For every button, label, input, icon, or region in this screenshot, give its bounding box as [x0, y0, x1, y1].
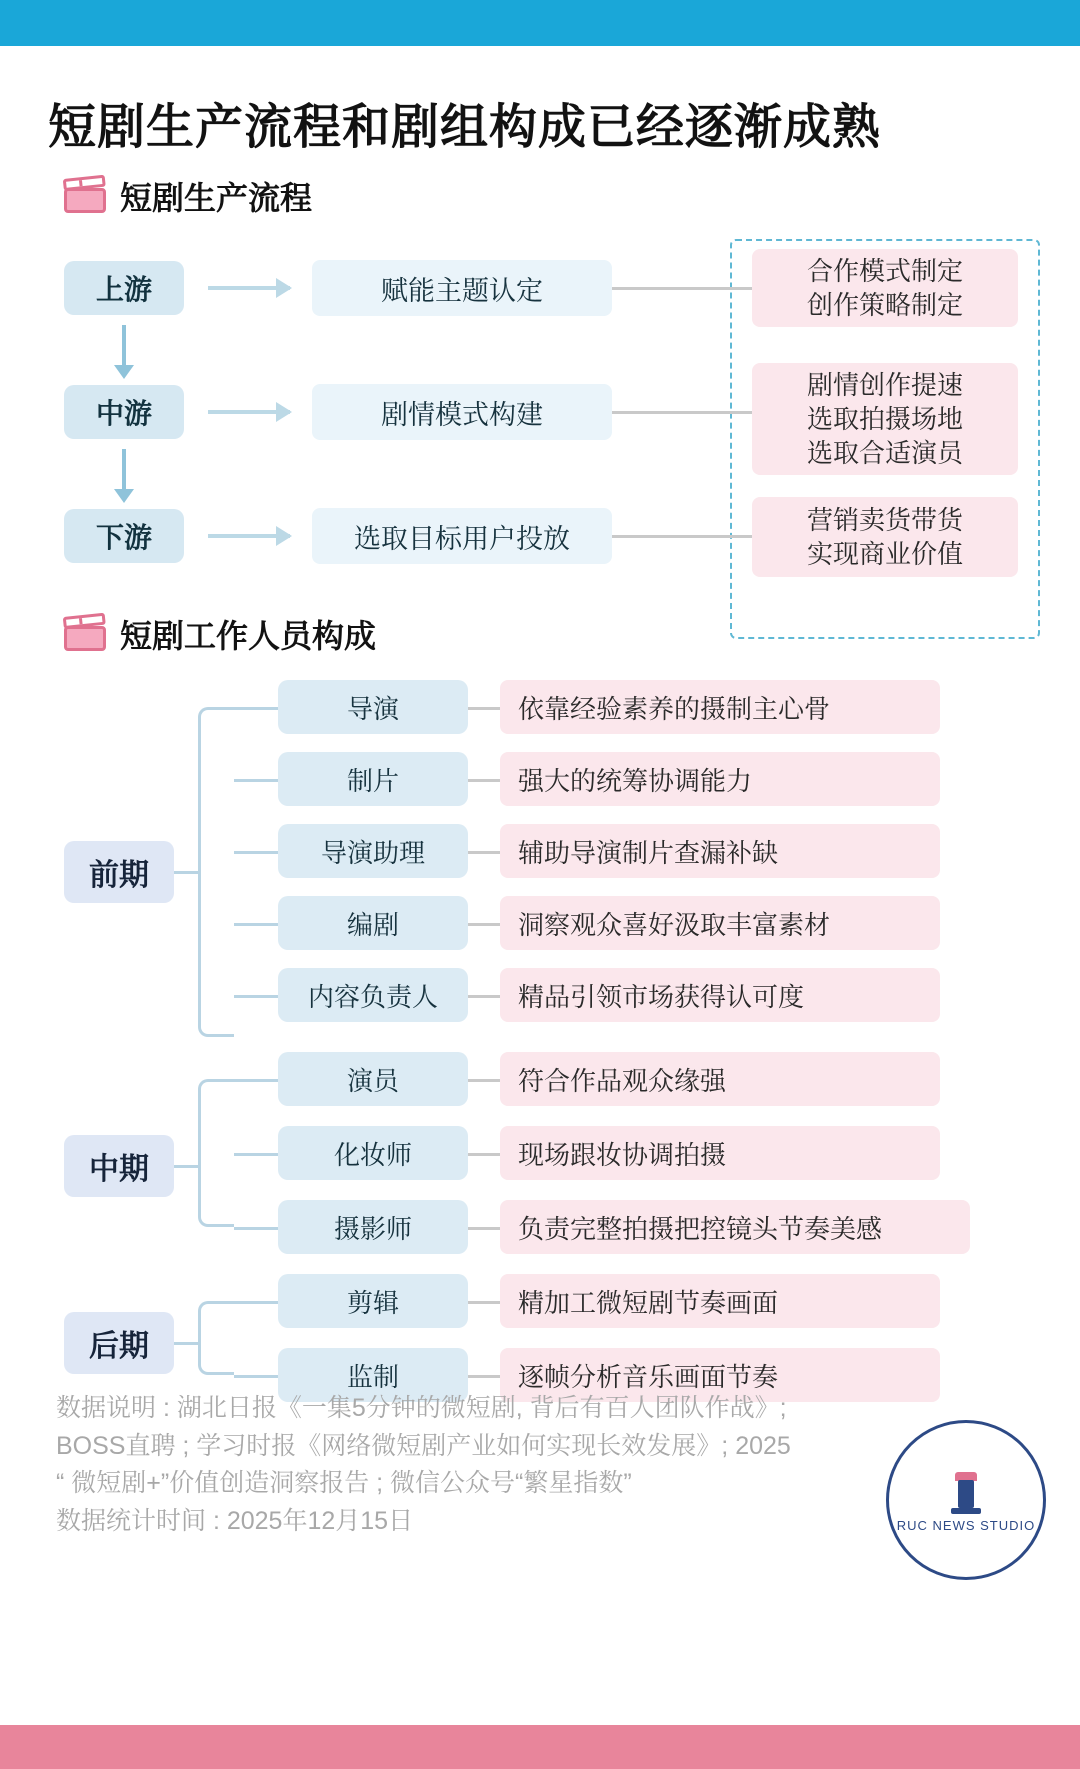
phase-chip-pre-production: 前期 [64, 841, 174, 903]
section-title-crew: 短剧工作人员构成 [120, 618, 377, 654]
detail-line: 合作模式制定 [806, 255, 963, 286]
role-desc-assistant-director: 辅助导演制片查漏补缺 [500, 824, 940, 878]
crew-composition-diagram [40, 667, 1040, 1407]
role-chip-editor: 剪辑 [278, 1274, 468, 1328]
logo-text: RUC NEWS STUDIO [896, 1517, 1036, 1533]
bracket-post-production [198, 1301, 234, 1375]
role-chip-supervisor: 监制 [278, 1348, 468, 1402]
flow-step-midstream: 剧情模式构建 [312, 384, 612, 440]
detail-line: 实现商业价值 [806, 539, 963, 569]
detail-box-downstream [752, 497, 1018, 577]
role-chip-director: 导演 [278, 680, 468, 734]
production-flow-diagram [40, 229, 1040, 629]
footnote-line-3: “ 微短剧+”价值创造洞察报告 ; 微信公众号“繁星指数” [56, 1469, 632, 1497]
role-desc-actor: 符合作品观众缘强 [500, 1052, 940, 1106]
role-chip-actor: 演员 [278, 1052, 468, 1106]
stub-role [234, 1079, 280, 1082]
section-title-production: 短剧生产流程 [120, 180, 313, 216]
arrow-upstream-to-step [208, 286, 290, 290]
flow-step-downstream: 选取目标用户投放 [312, 508, 612, 564]
connector-downstream [612, 535, 752, 538]
page-title: 短剧生产流程和剧组构成已经逐渐成熟 [48, 101, 882, 154]
arrow-upstream-to-midstream [122, 325, 126, 367]
role-desc-producer: 强大的统筹协调能力 [500, 752, 940, 806]
clapperboard-icon [64, 179, 106, 213]
stub-role [234, 779, 280, 782]
role-chip-content-lead: 内容负责人 [278, 968, 468, 1022]
stage-chip-midstream: 中游 [64, 385, 184, 439]
stub-role [234, 1153, 280, 1156]
footnote-line-4: 数据统计时间 : 2025年12月15日 [56, 1506, 414, 1535]
role-chip-makeup-artist: 化妆师 [278, 1126, 468, 1180]
bracket-pre-production [198, 707, 234, 1037]
flow-step-upstream: 赋能主题认定 [312, 260, 612, 316]
detail-box-midstream [752, 363, 1018, 475]
stub-role [234, 707, 280, 710]
clapperboard-icon [64, 617, 106, 651]
stub-role [234, 923, 280, 926]
footnote [56, 1390, 896, 1540]
role-chip-screenwriter: 编剧 [278, 896, 468, 950]
detail-line: 创作策略制定 [806, 290, 963, 320]
detail-line: 选取合适演员 [806, 438, 963, 469]
role-desc-editor: 精加工微短剧节奏画面 [500, 1274, 940, 1328]
stub-role [234, 995, 280, 998]
stage-chip-downstream: 下游 [64, 509, 184, 563]
phase-chip-production: 中期 [64, 1135, 174, 1197]
top-color-bar [0, 0, 1080, 46]
footnote-line-2: BOSS直聘 ; 学习时报《网络微短剧产业如何实现长效发展》; 2025 [56, 1431, 791, 1460]
detail-line: 选取拍摄场地 [806, 403, 963, 434]
role-desc-content-lead: 精品引领市场获得认可度 [500, 968, 940, 1022]
bottom-color-bar [0, 1725, 1080, 1769]
connector-midstream [612, 411, 752, 414]
role-desc-cinematographer: 负责完整拍摄把控镜头节奏美感 [500, 1200, 970, 1254]
phase-chip-post-production: 后期 [64, 1312, 174, 1374]
stage-chip-upstream: 上游 [64, 261, 184, 315]
role-chip-cinematographer: 摄影师 [278, 1200, 468, 1254]
stub-production [174, 1165, 200, 1168]
stub-role [234, 1375, 280, 1378]
stub-pre-production [174, 871, 200, 874]
role-desc-supervisor: 逐帧分析音乐画面节奏 [500, 1348, 940, 1402]
connector-upstream [612, 287, 752, 290]
detail-line: 营销卖货带货 [806, 504, 963, 535]
role-desc-makeup-artist: 现场跟妆协调拍摄 [500, 1126, 940, 1180]
role-chip-assistant-director: 导演助理 [278, 824, 468, 878]
role-desc-director: 依靠经验素养的摄制主心骨 [500, 680, 940, 734]
stub-role [234, 1227, 280, 1230]
bracket-production [198, 1079, 234, 1227]
arrow-midstream-to-downstream [122, 449, 126, 491]
detail-box-upstream [752, 249, 1018, 327]
studio-logo [886, 1420, 1046, 1580]
stub-post-production [174, 1342, 200, 1345]
arrow-downstream-to-step [208, 534, 290, 538]
detail-line: 剧情创作提速 [806, 369, 963, 400]
role-chip-producer: 制片 [278, 752, 468, 806]
arrow-midstream-to-step [208, 410, 290, 414]
footnote-line-1: 数据说明 : 湖北日报《一集5分钟的微短剧, 背后有百人团队作战》; [56, 1394, 787, 1422]
section-header-production [64, 173, 1040, 219]
stub-role [234, 1301, 280, 1304]
lighthouse-icon [949, 1468, 983, 1514]
role-desc-screenwriter: 洞察观众喜好汲取丰富素材 [500, 896, 940, 950]
stub-role [234, 851, 280, 854]
